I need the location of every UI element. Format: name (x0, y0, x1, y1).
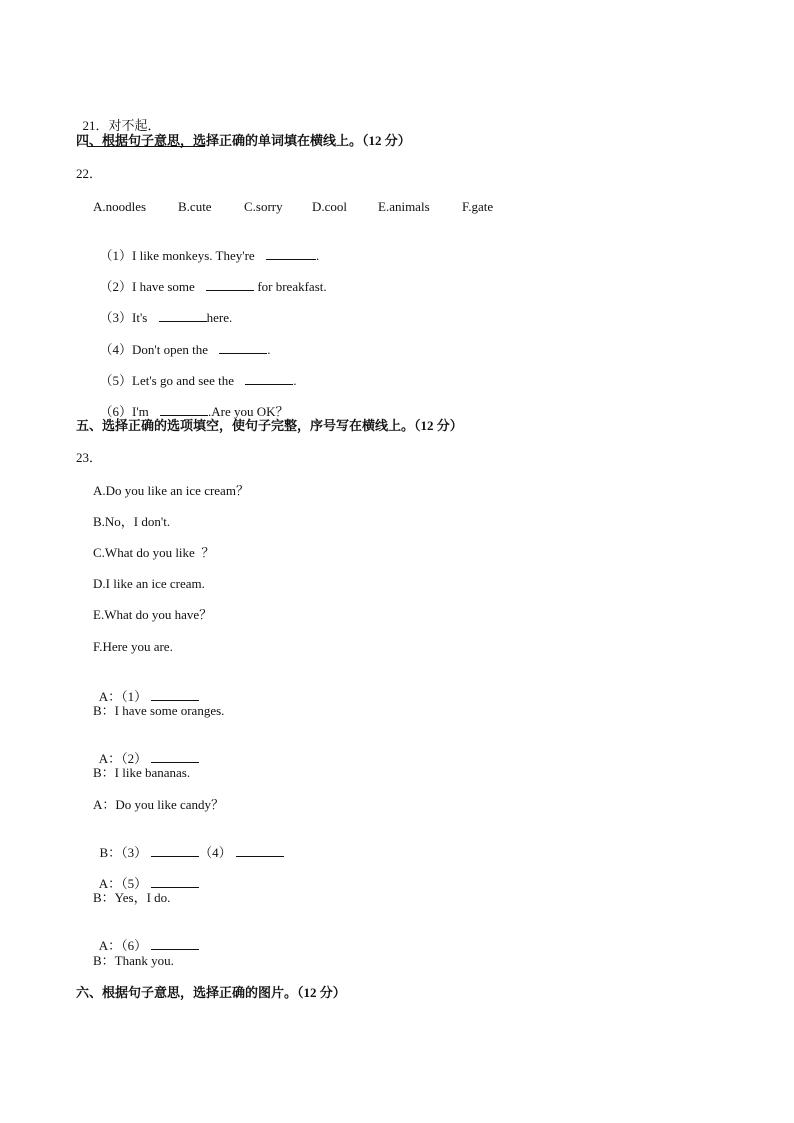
dialogue-text: A：（6） (98, 938, 148, 953)
item-text: . (315, 248, 320, 263)
dialogue-b4: B：Yes，I do. (93, 890, 171, 905)
section-4-heading: 四、根据句子意思，选择正确的单词填在横线上。（12 分） (76, 133, 411, 148)
item-22-2 (93, 262, 327, 295)
dialogue-a3: A：Do you like candy？ (93, 797, 225, 812)
choice-e: E.animals (378, 199, 430, 214)
choice-b: B.cute (178, 199, 212, 214)
choice-c: C.sorry (244, 199, 283, 214)
dialogue-text: B：（3） (99, 845, 148, 860)
dialogue-b2: B：I like bananas. (93, 765, 191, 780)
choice-f: F.gate (462, 199, 494, 214)
dialogue-a2 (93, 734, 199, 767)
option-a: A.Do you like an ice cream？ (93, 483, 249, 498)
word-choices (0, 199, 794, 215)
dialogue-text: A：（2） (98, 751, 148, 766)
choice-d: D.cool (312, 199, 348, 214)
question-21-text: 21．对不起． (82, 118, 161, 133)
item-text: （4）Don't open the (99, 342, 212, 357)
answer-blank[interactable] (219, 341, 267, 354)
dialogue-b5: B：Thank you. (93, 953, 174, 968)
item-text: .Are you OK？ (208, 404, 289, 419)
answer-blank[interactable] (266, 247, 316, 260)
item-22-6 (93, 387, 289, 420)
item-text: for breakfast. (254, 279, 327, 294)
option-b: B.No，I don't. (93, 514, 171, 529)
item-text: （6）I'm (99, 404, 153, 419)
item-22-3 (93, 293, 232, 326)
dialogue-a4 (93, 859, 199, 892)
dialogue-a5 (93, 921, 199, 954)
answer-blank[interactable] (151, 875, 199, 888)
item-22-5 (93, 356, 296, 389)
item-text: （1）I like monkeys. They're (99, 248, 258, 263)
section-6-heading: 六、根据句子意思，选择正确的图片。（12 分） (76, 985, 346, 1000)
answer-blank[interactable] (159, 309, 207, 322)
option-c: C.What do you like ？ (93, 545, 215, 560)
item-text: （3）It's (99, 310, 151, 325)
item-22-4 (93, 325, 271, 358)
item-22-1 (93, 231, 319, 264)
answer-blank[interactable] (245, 372, 293, 385)
item-text: （5）Let's go and see the (99, 373, 238, 388)
dialogue-text: A：（1） (98, 689, 148, 704)
choice-a: A.noodles (93, 199, 147, 214)
dialogue-text: （4） (199, 845, 232, 860)
option-e: E.What do you have？ (93, 607, 213, 622)
option-d: D.I like an ice cream. (93, 576, 205, 591)
section-5-heading: 五、选择正确的选项填空，使句子完整，序号写在横线上。（12 分） (76, 418, 463, 433)
answer-blank[interactable] (160, 403, 208, 416)
item-text: . (293, 373, 297, 388)
item-text: . (267, 342, 271, 357)
dialogue-a1 (93, 672, 199, 705)
dialogue-b1: B：I have some oranges. (93, 703, 225, 718)
dialogue-text: A：（5） (98, 876, 148, 891)
dialogue-b3 (93, 828, 284, 861)
option-f: F.Here you are. (93, 639, 173, 654)
answer-blank[interactable] (151, 688, 199, 701)
answer-blank[interactable] (151, 750, 199, 763)
question-23-number: 23． (76, 450, 103, 465)
answer-blank[interactable] (236, 844, 284, 857)
answer-blank[interactable] (151, 844, 199, 857)
answer-blank[interactable] (151, 937, 199, 950)
question-22-number: 22． (76, 166, 103, 181)
item-text: here. (206, 310, 233, 325)
item-text: （2）I have some (99, 279, 199, 294)
answer-blank[interactable] (206, 278, 254, 291)
